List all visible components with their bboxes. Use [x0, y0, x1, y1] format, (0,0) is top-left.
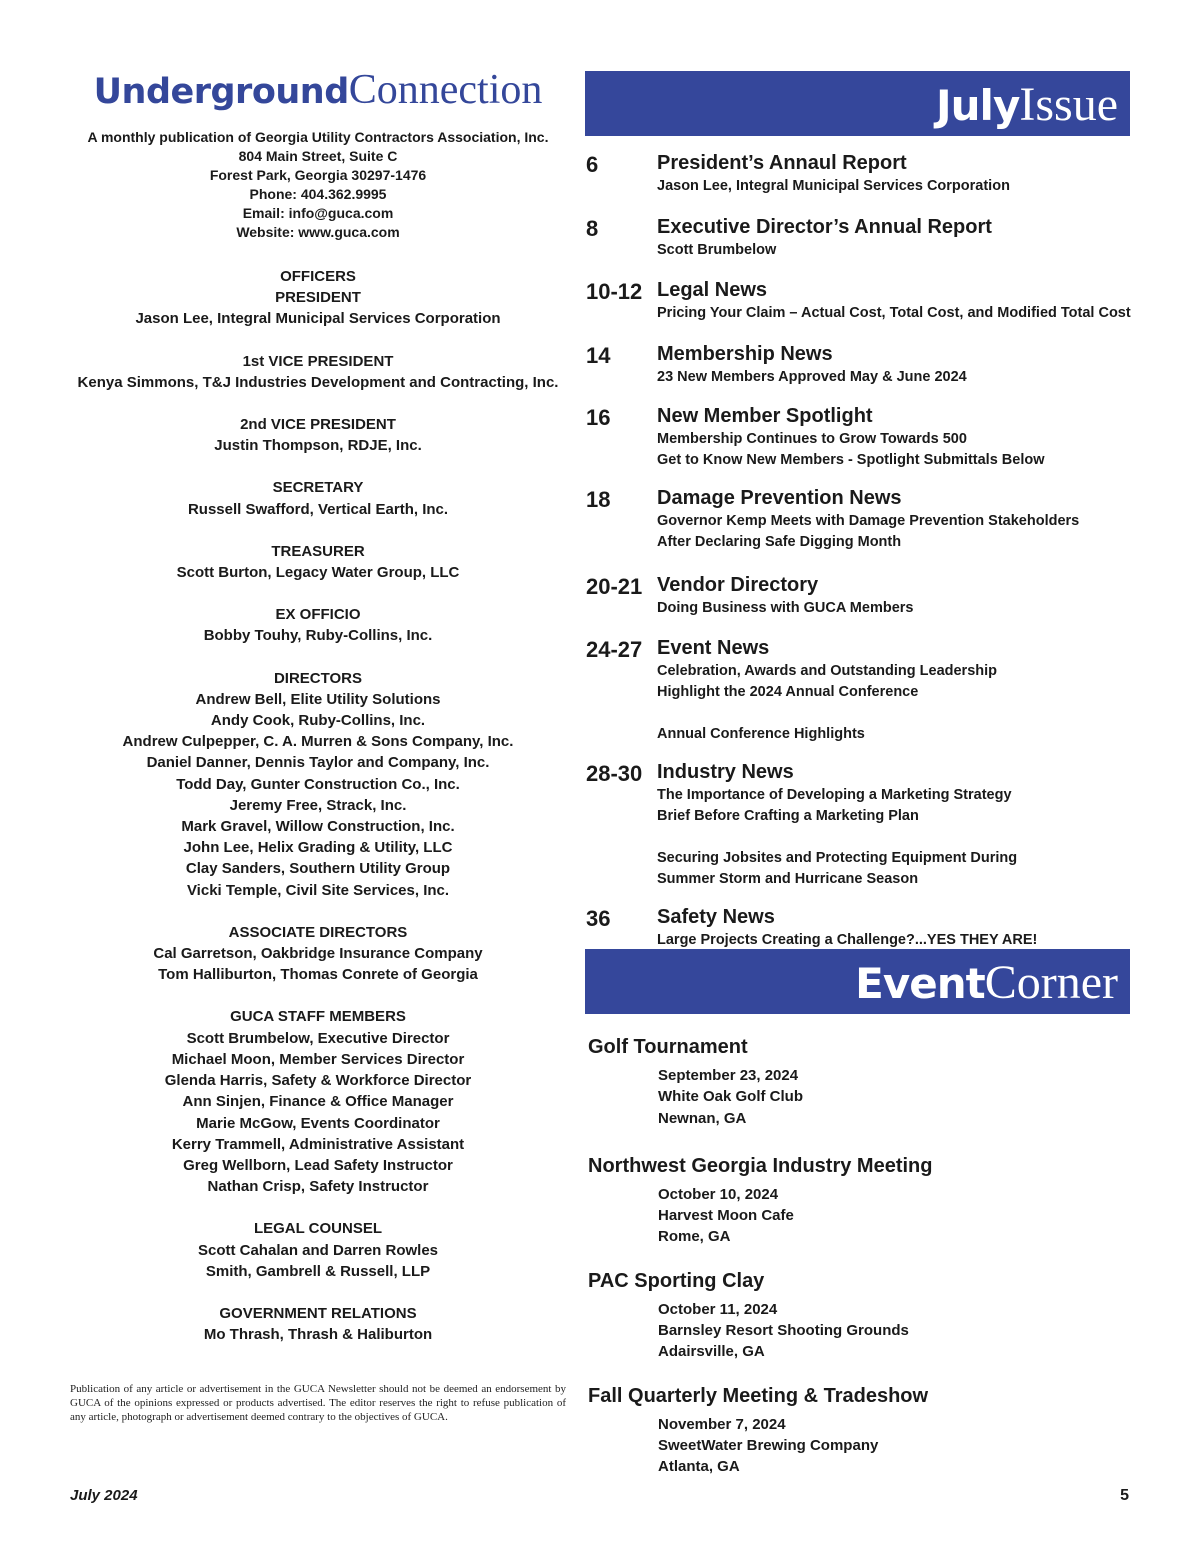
toc-entry [586, 150, 1131, 197]
roster-line: Ann Sinjen, Finance & Office Manager [182, 1093, 454, 1111]
event-details [588, 1414, 1133, 1478]
roster-line: Bobby Touhy, Ruby-Collins, Inc. [203, 627, 433, 645]
toc-subtitle: The Importance of Developing a Marketing Strategy [657, 787, 1012, 804]
footer-date: July 2024 [70, 1487, 138, 1504]
toc-title: Executive Director’s Annual Report [657, 215, 992, 238]
roster-heading: GOVERNMENT RELATIONS [219, 1304, 417, 1322]
event-name: Northwest Georgia Industry Meeting [588, 1154, 933, 1177]
event-details [588, 1065, 1133, 1129]
roster-line: Andrew Bell, Elite Utility Solutions [195, 690, 441, 708]
masthead-bold: Underground [93, 72, 349, 112]
roster-line: Mo Thrash, Thrash & Haliburton [203, 1326, 433, 1344]
roster-heading: 2nd VICE PRESIDENT [240, 416, 396, 434]
toc-page-number: 24-27 [586, 637, 643, 663]
address-line-1: 804 Main Street, Suite C [238, 148, 398, 164]
toc-subtitle: After Declaring Safe Digging Month [657, 533, 902, 550]
roster-line: Daniel Danner, Dennis Taylor and Company, Inc. [146, 754, 490, 772]
toc-entry [586, 403, 1131, 470]
event-venue: SweetWater Brewing Company [658, 1436, 879, 1454]
toc-entry [586, 214, 1131, 261]
toc-page-number: 16 [586, 404, 611, 430]
event-location: Adairsville, GA [658, 1343, 765, 1361]
toc-subtitle: Governor Kemp Meets with Damage Prevention Stakeholders [657, 513, 1080, 530]
roster-line: Greg Wellborn, Lead Safety Instructor [183, 1156, 453, 1174]
roster-group [70, 1006, 566, 1197]
toc-title: Vendor Directory [657, 573, 819, 596]
address-line-2: Forest Park, Georgia 30297-1476 [209, 167, 427, 183]
event-location: Rome, GA [658, 1228, 731, 1246]
event-location: Newnan, GA [658, 1109, 747, 1127]
event-location: Atlanta, GA [658, 1458, 740, 1476]
issue-banner [585, 71, 1130, 136]
staff-roster [70, 266, 566, 1345]
roster-line: Russell Swafford, Vertical Earth, Inc. [187, 500, 449, 518]
toc-title: New Member Spotlight [657, 404, 873, 427]
toc-subtitle: Summer Storm and Hurricane Season [657, 870, 919, 887]
roster-line: Kerry Trammell, Administrative Assistant [171, 1135, 465, 1153]
email-address: Email: info@guca.com [242, 205, 394, 221]
roster-heading: GUCA STAFF MEMBERS [230, 1008, 406, 1026]
roster-line: PRESIDENT [275, 289, 361, 307]
page-number: 5 [1120, 1487, 1129, 1504]
roster-group [70, 351, 566, 393]
roster-heading: SECRETARY [272, 479, 364, 497]
roster-line: Scott Cahalan and Darren Rowles [197, 1241, 439, 1259]
toc-subtitle: Securing Jobsites and Protecting Equipment During [657, 849, 1018, 866]
toc-subtitle: Get to Know New Members - Spotlight Submittals Below [657, 451, 1045, 468]
masthead-logo [70, 66, 566, 116]
toc-entry [586, 635, 1131, 744]
roster-group [70, 266, 566, 330]
roster-line: Tom Halliburton, Thomas Conrete of Georgia [158, 966, 478, 984]
toc-entry [586, 485, 1131, 552]
toc-page-number: 6 [586, 152, 599, 177]
toc-subtitle: Jason Lee, Integral Municipal Services Corporation [657, 178, 1010, 194]
roster-line: Marie McGow, Events Coordinator [196, 1114, 440, 1132]
event-venue: White Oak Golf Club [658, 1088, 803, 1106]
toc-subtitle: Doing Business with GUCA Members [657, 599, 914, 616]
toc-page-number: 10-12 [586, 279, 643, 305]
event-date: October 11, 2024 [658, 1300, 778, 1318]
event-item [588, 1268, 1133, 1363]
roster-heading: EX OFFICIO [275, 606, 361, 624]
roster-heading: 1st VICE PRESIDENT [242, 352, 394, 370]
website-address: Website: www.guca.com [236, 224, 400, 240]
event-banner-light: Corner [984, 956, 1118, 1009]
event-details [588, 1184, 1133, 1248]
toc-subtitle: Pricing Your Claim – Actual Cost, Total Cost, and Modified Total Cost [657, 305, 1131, 322]
event-list [588, 1034, 1133, 1498]
roster-line: Andrew Culpepper, C. A. Murren & Sons Company, Inc. [122, 733, 514, 751]
toc-page-number: 8 [586, 215, 599, 241]
left-column [70, 66, 566, 1366]
roster-group [70, 668, 566, 901]
toc-subtitle: Annual Conference Highlights [657, 725, 865, 742]
roster-line: Smith, Gambrell & Russell, LLP [205, 1262, 431, 1280]
roster-heading: LEGAL COUNSEL [253, 1220, 383, 1238]
event-name: PAC Sporting Clay [588, 1269, 765, 1292]
roster-heading: OFFICERS [280, 268, 356, 285]
toc-title: Damage Prevention News [657, 487, 902, 510]
toc-page-number: 28-30 [586, 761, 643, 787]
toc-page-number: 20-21 [586, 573, 643, 599]
table-of-contents [586, 150, 1131, 951]
roster-heading: DIRECTORS [273, 669, 363, 687]
event-venue: Harvest Moon Cafe [658, 1207, 794, 1225]
event-date: September 23, 2024 [658, 1067, 799, 1084]
event-name: Golf Tournament [588, 1036, 748, 1058]
event-date: October 10, 2024 [658, 1185, 779, 1203]
toc-title: President’s Annaul Report [657, 152, 907, 174]
roster-line: Nathan Crisp, Safety Instructor [207, 1178, 429, 1196]
roster-line: Andy Cook, Ruby-Collins, Inc. [210, 712, 426, 730]
toc-subtitle: Highlight the 2024 Annual Conference [657, 684, 919, 701]
event-date: November 7, 2024 [658, 1415, 786, 1433]
toc-title: Legal News [657, 279, 768, 302]
toc-title: Safety News [657, 906, 775, 929]
roster-line: Cal Garretson, Oakbridge Insurance Company [153, 945, 483, 963]
roster-line: Clay Sanders, Southern Utility Group [185, 860, 451, 878]
masthead-light: Connection [348, 67, 543, 113]
toc-title: Industry News [657, 761, 794, 784]
roster-group [70, 604, 566, 646]
toc-subtitle: 23 New Members Approved May & June 2024 [657, 369, 967, 386]
toc-subtitle: Scott Brumbelow [657, 241, 777, 258]
roster-line: Mark Gravel, Willow Construction, Inc. [181, 818, 455, 836]
roster-line: Jason Lee, Integral Municipal Services Corporation [135, 310, 501, 328]
phone-number: Phone: 404.362.9995 [249, 186, 387, 202]
toc-page-number: 14 [586, 343, 611, 369]
toc-page-number: 36 [586, 906, 611, 932]
toc-title: Membership News [657, 343, 833, 366]
event-item [588, 1034, 1133, 1129]
roster-line: Scott Brumbelow, Executive Director [186, 1029, 450, 1047]
event-details [588, 1299, 1133, 1363]
toc-entry [586, 277, 1131, 324]
roster-heading: TREASURER [271, 542, 365, 560]
roster-line: John Lee, Helix Grading & Utility, LLC [183, 839, 453, 857]
toc-entry [586, 904, 1131, 951]
roster-line: Jeremy Free, Strack, Inc. [229, 796, 407, 814]
issue-banner-bold: July [936, 81, 1020, 130]
disclaimer-text: Publication of any article or advertisement in the GUCA Newsletter should not be deemed an endorsement by GUCA of the opinions expressed or products advertised. The editor reserves the right to refuse publication of any article, photograph or advertisement deemed contrary to the objectives of GUCA. [70, 1383, 566, 1423]
event-item [588, 1383, 1133, 1478]
toc-entry [586, 341, 1131, 388]
roster-group [70, 1218, 566, 1282]
event-venue: Barnsley Resort Shooting Grounds [658, 1322, 909, 1340]
toc-subtitle: Brief Before Crafting a Marketing Plan [657, 808, 919, 825]
toc-entry [586, 759, 1131, 889]
issue-banner-light: Issue [1019, 78, 1118, 131]
event-banner-bold: Event [855, 959, 985, 1008]
roster-line: Michael Moon, Member Services Director [171, 1050, 465, 1068]
roster-line: Kenya Simmons, T&J Industries Development and Contracting, Inc. [77, 373, 559, 391]
toc-title: Event News [657, 637, 770, 660]
event-corner-banner [585, 949, 1130, 1014]
toc-subtitle: Membership Continues to Grow Towards 500 [657, 430, 967, 447]
roster-line: Vicki Temple, Civil Site Services, Inc. [186, 881, 450, 899]
roster-line: Glenda Harris, Safety & Workforce Director [164, 1072, 472, 1090]
roster-group [70, 477, 566, 519]
event-name: Fall Quarterly Meeting & Tradeshow [588, 1384, 929, 1407]
roster-group [70, 541, 566, 583]
roster-group [70, 922, 566, 986]
toc-subtitle: Large Projects Creating a Challenge?...YES THEY ARE! [657, 932, 1038, 949]
toc-entry [586, 572, 1131, 619]
publication-info [70, 128, 566, 242]
roster-heading: ASSOCIATE DIRECTORS [228, 923, 408, 941]
roster-line: Todd Day, Gunter Construction Co., Inc. [176, 775, 460, 793]
roster-line: Scott Burton, Legacy Water Group, LLC [176, 564, 460, 582]
event-item [588, 1153, 1133, 1248]
roster-group [70, 1303, 566, 1345]
toc-page-number: 18 [586, 487, 611, 513]
publication-tagline: A monthly publication of Georgia Utility Contractors Association, Inc. [87, 129, 549, 145]
roster-group [70, 414, 566, 456]
roster-line: Justin Thompson, RDJE, Inc. [214, 437, 422, 455]
toc-subtitle: Celebration, Awards and Outstanding Leadership [657, 663, 997, 680]
